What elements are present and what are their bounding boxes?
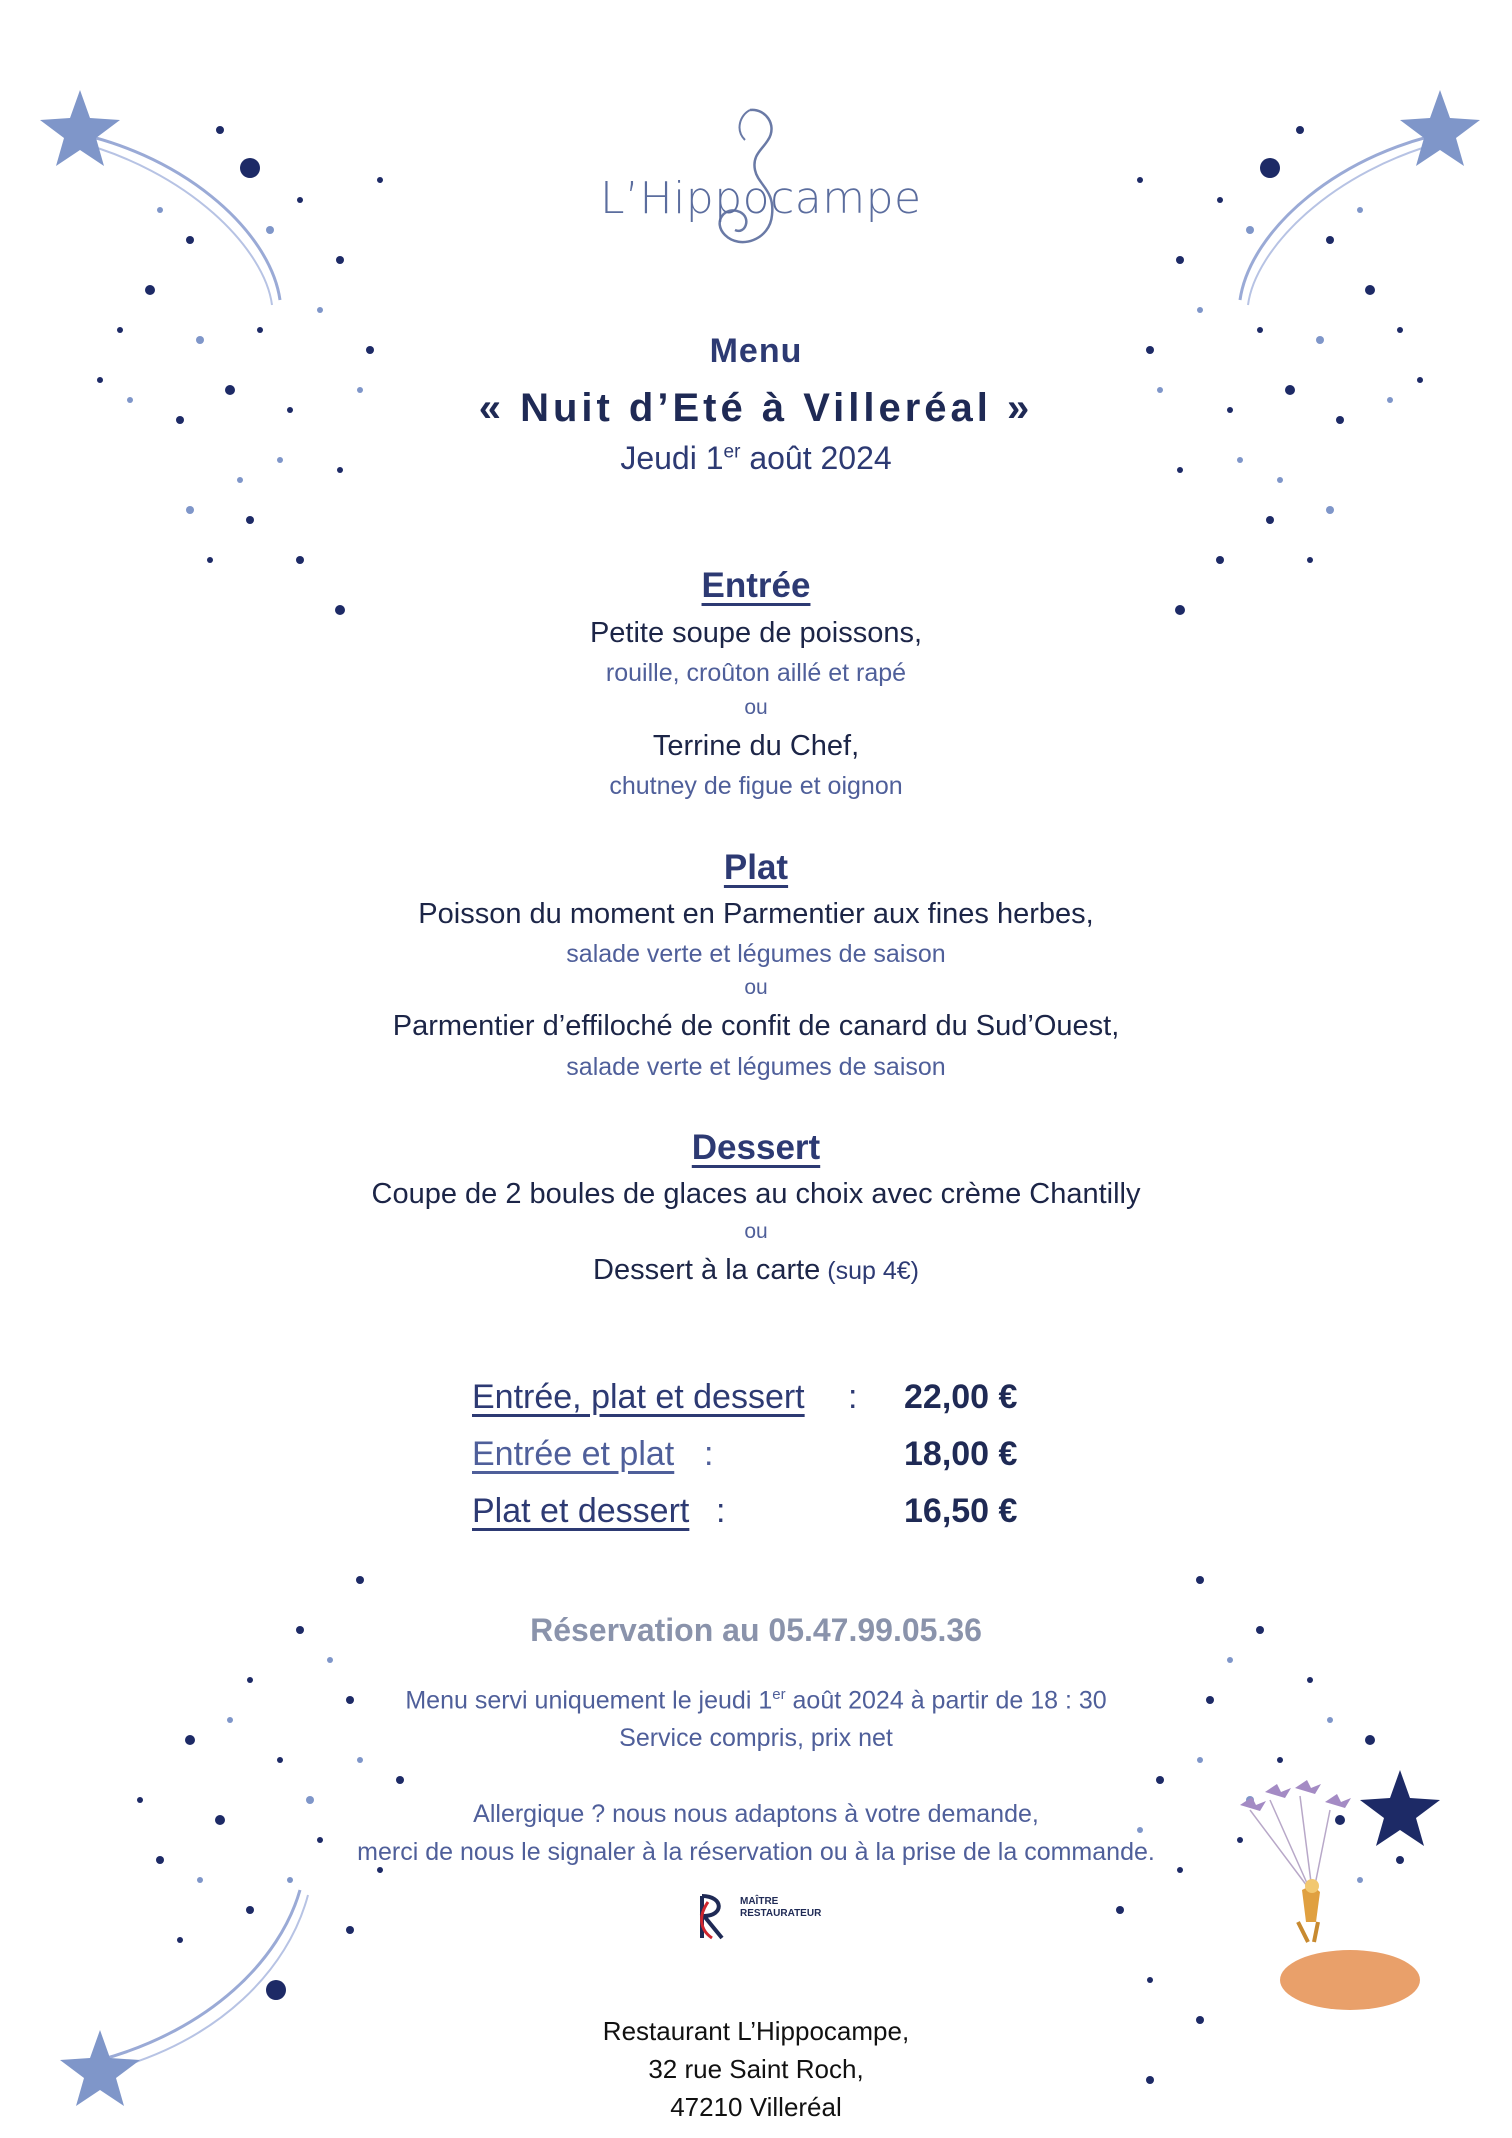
plat-desc-2: salade verte et légumes de saison [566, 1053, 946, 1081]
dessert-dish-1: Coupe de 2 boules de glaces au choix avec crème Chantilly [371, 1178, 1141, 1210]
address-street: 32 rue Saint Roch, [648, 2054, 864, 2084]
service-info-line: Menu servi uniquement le jeudi 1er août 2024 à partir de 18 : 30 [405, 1686, 1107, 1715]
price-colon: : [848, 1378, 858, 1416]
section-heading-dessert: Dessert [691, 1128, 821, 1167]
price-value: 22,00 € [904, 1378, 1018, 1416]
logo-wordmark: L’Hippocampe [600, 173, 922, 224]
entree-desc-2: chutney de figue et oignon [609, 772, 903, 800]
service-note: Service compris, prix net [619, 1724, 893, 1752]
menu-date: Jeudi 1er août 2024 [620, 440, 892, 476]
menu-title: « Nuit d’Eté à Villeréal » [478, 386, 1034, 430]
address-name: Restaurant L’Hippocampe, [602, 2016, 910, 2046]
price-label: Entrée, plat et dessert [472, 1378, 805, 1416]
price-label: Plat et dessert [472, 1492, 690, 1530]
menu-heading: Menu [709, 332, 803, 370]
entree-dish-1: Petite soupe de poissons, [589, 617, 923, 649]
allergy-note-1: Allergique ? nous nous adaptons à votre demande, [473, 1800, 1039, 1828]
section-heading-entree: Entrée [701, 566, 811, 605]
price-row [472, 1492, 1072, 1542]
allergy-note-2: merci de nous le signaler à la réservation ou à la prise de la commande. [357, 1838, 1155, 1866]
price-colon: : [716, 1492, 726, 1530]
price-colon: : [704, 1435, 714, 1473]
price-label: Entrée et plat [472, 1435, 675, 1473]
entree-desc-1: rouille, croûton aillé et rapé [605, 659, 907, 687]
dessert-or: ou [744, 1220, 768, 1243]
maitre-restaurateur-label: MAÎTRE RESTAURATEUR [740, 1896, 822, 1919]
plat-or: ou [744, 976, 768, 999]
price-row [472, 1435, 1072, 1485]
dessert-dish-2: Dessert à la carte (sup 4€) [593, 1254, 919, 1286]
plat-dish-1: Poisson du moment en Parmentier aux fines herbes, [418, 898, 1094, 930]
maitre-restaurateur-logo [694, 1892, 734, 1942]
price-row [472, 1378, 1072, 1428]
plat-dish-2: Parmentier d’effiloché de confit de canard du Sud’Ouest, [392, 1010, 1120, 1042]
price-value: 18,00 € [904, 1435, 1018, 1473]
plat-desc-1: salade verte et légumes de saison [566, 940, 946, 968]
reservation-phone: Réservation au 05.47.99.05.36 [530, 1612, 982, 1648]
address-city: 47210 Villeréal [670, 2092, 842, 2122]
price-value: 16,50 € [904, 1492, 1018, 1530]
section-heading-plat: Plat [723, 848, 789, 887]
entree-dish-2: Terrine du Chef, [652, 730, 860, 762]
entree-or: ou [744, 696, 768, 719]
